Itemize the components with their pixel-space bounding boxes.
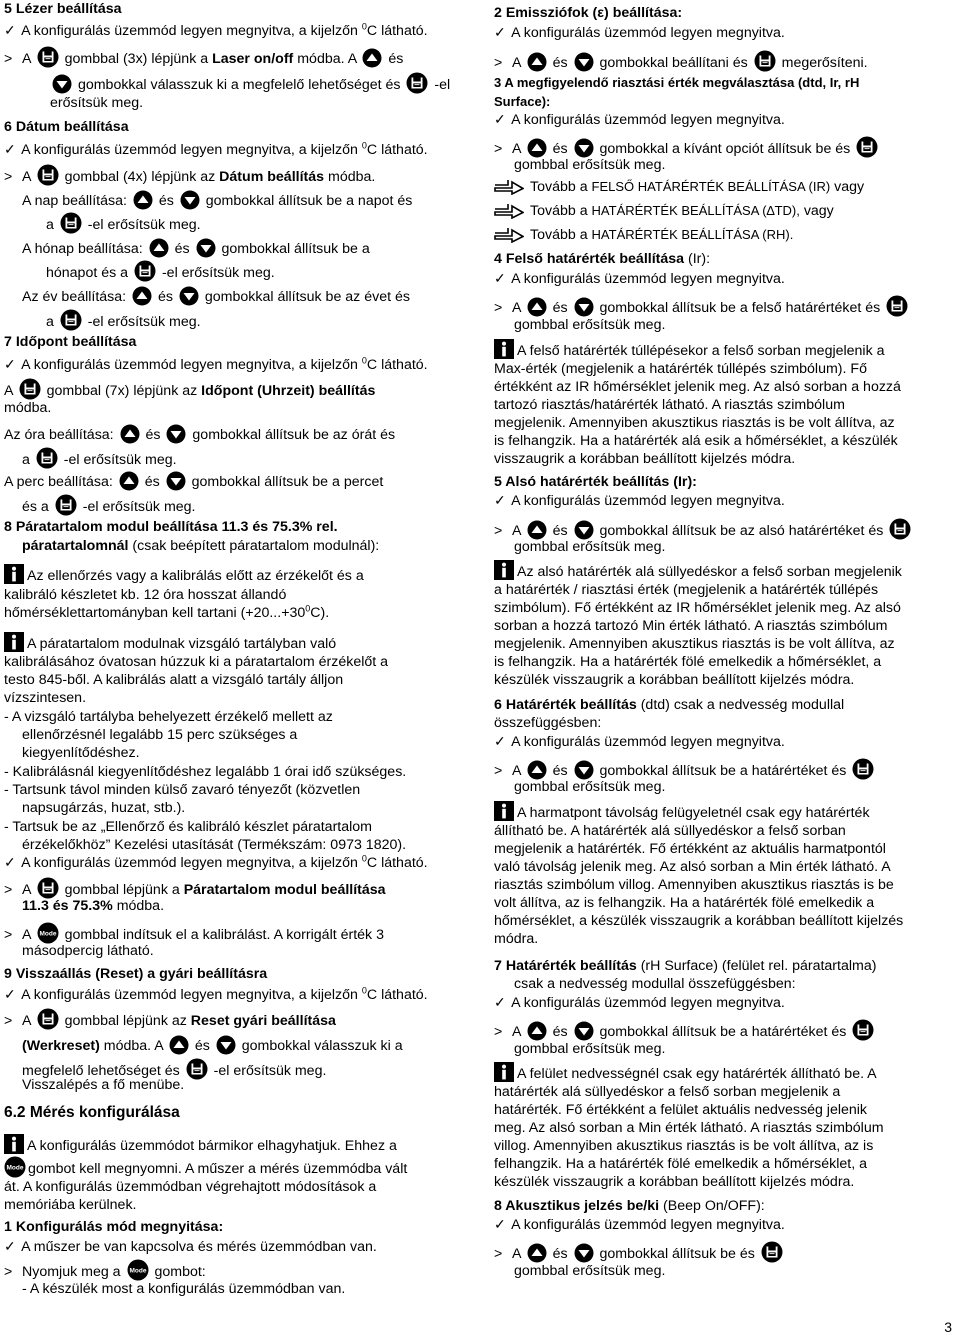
up-arrow-icon: [169, 1035, 189, 1055]
text-line: vízszintesen.: [4, 690, 87, 706]
text-line: Tovább a FELSŐ HATÁRÉRTÉK BEÁLLÍTÁSA (IR) vagy: [494, 178, 864, 196]
text-line: > A és gombokkal állítsuk be és: [494, 1241, 785, 1263]
text-line: ellenőrzésnél legalább 15 perc szükséges a: [22, 727, 298, 743]
up-arrow-icon: [527, 138, 547, 158]
text-line: készülék visszaugrik a korábban beállított kijelzés módra.: [494, 1174, 855, 1190]
text-line: való távolság jelenik meg. Az alsó sorban a Min érték látható. A: [494, 859, 891, 875]
down-arrow-icon: [196, 238, 216, 258]
page-number: 3: [944, 1319, 952, 1335]
text-line: memóriába kerülnek.: [4, 1197, 137, 1213]
down-arrow-icon: [166, 424, 186, 444]
info-icon: [494, 1062, 514, 1082]
text-line: - A készülék most a konfigurálás üzemmódban van.: [22, 1281, 346, 1297]
section-title: 6.2 Mérés konfigurálása: [4, 1104, 180, 1121]
text-line: határérték alá süllyedéskor a felső sorban megjelenik a: [494, 1084, 841, 1100]
text-line: ✓ A konfigurálás üzemmód legyen megnyitva.: [494, 493, 785, 509]
text-line: meg. Az alsó sorban a Min érték látható. A riasztás szimbólum: [494, 1120, 884, 1136]
save-button-icon: [37, 164, 59, 186]
text-line: határérték. Fő értékként a felület aktuális nedvesség jelenik: [494, 1102, 868, 1118]
text-line: ✓ A konfigurálás üzemmód legyen megnyitva, a kijelzőn $^0$C látható.: [4, 140, 428, 158]
section-title: 9 Visszaállás (Reset) a gyári beállításra: [4, 966, 268, 982]
save-button-icon: [55, 494, 77, 516]
text-line: Max-érték (megjelenik a határérték túllépés szimbólum). Fő: [494, 361, 867, 377]
section-title: 6 Határérték beállítás (dtd) csak a nedvesség modullal: [494, 697, 845, 713]
save-button-icon: [856, 136, 878, 158]
text-line: ✓ A konfigurálás üzemmód legyen megnyitva, a kijelzőn $^0$C látható.: [4, 21, 428, 39]
svg-text:Mode: Mode: [39, 930, 57, 938]
text-line: megjelenik. Amennyiben akusztikus riasztás is be volt állítva, az: [494, 415, 895, 431]
up-arrow-icon: [133, 190, 153, 210]
text-line: villog. Amennyiben akusztikus riasztás is be volt állítva, az is: [494, 1138, 874, 1154]
text-line: > A és gombokkal állítsuk be a határértéket és: [494, 1019, 876, 1041]
text-line: A perc beállítása: és gombokkal állítsuk be a percet: [4, 471, 383, 491]
save-button-icon: [889, 518, 911, 540]
section-title: 5 Lézer beállítása: [4, 1, 122, 17]
text-line: erősítsük meg.: [50, 95, 144, 111]
check-mark: ✓: [4, 23, 16, 39]
save-button-icon: [754, 50, 776, 72]
text-line: gombbal erősítsük meg.: [514, 779, 666, 795]
up-arrow-icon: [119, 471, 139, 491]
section-title: 7 Határérték beállítás (rH Surface) (felület rel. páratartalma): [494, 958, 877, 974]
text-line: értékként az IR hőmérséklet jelenik meg. Az alsó sorban a hozzá: [494, 379, 901, 395]
info-icon: [494, 801, 514, 821]
text-line: > A és gombokkal állítsuk be a felső határértéket és: [494, 295, 910, 317]
save-button-icon: [134, 260, 156, 282]
text-line: > A és gombokkal a kívánt opciót állítsuk be és: [494, 136, 880, 158]
save-button-icon: [186, 1058, 208, 1080]
text-line: gombbal erősítsük meg.: [514, 1263, 666, 1279]
up-arrow-icon: [527, 52, 547, 72]
text-line: a -el erősítsük meg.: [22, 447, 177, 469]
text-line: ✓ A műszer be van kapcsolva és mérés üzemmódban van.: [4, 1239, 377, 1255]
text-line: gombokkal válasszuk ki a megfelelő lehetőséget és -el: [50, 72, 450, 94]
section-title: 3 A megfigyelendő riasztási érték megválasztása (dtd, Ir, rH: [494, 75, 860, 90]
text-line: > A Mode gombbal indítsuk el a kalibrálást. A korrigált érték 3: [4, 922, 384, 944]
info-icon: [4, 564, 24, 584]
text-line: hőmérséklettartományban kell tartani $(+20...+30^0C)$.: [4, 603, 330, 621]
text-line: ✓ A konfigurálás üzemmód legyen megnyitva, a kijelzőn $^0$C látható.: [4, 853, 428, 871]
text-line: a -el erősítsük meg.: [46, 309, 201, 331]
down-arrow-icon: [166, 471, 186, 491]
svg-text:Mode: Mode: [6, 1164, 24, 1172]
text-line: kalibrálásához óvatosan húzzuk ki a páratartalom érzékelőt a: [4, 654, 389, 670]
text-line: Tovább a HATÁRÉRTÉK BEÁLLÍTÁSA (∆TD), vagy: [494, 202, 834, 220]
text-line: kalibráló készletet kb. 12 óra hosszat állandó: [4, 587, 287, 603]
text-line: módba.: [4, 400, 52, 416]
text-line: kiegyenlítődéshez.: [22, 745, 140, 761]
text-line: Visszalépés a fő menübe.: [22, 1077, 185, 1093]
text-line: megjelenik. Amennyiben akusztikus riasztás is be volt állítva, az: [494, 636, 895, 652]
save-button-icon: [852, 1019, 874, 1041]
save-button-icon: [406, 72, 428, 94]
text-line: testo 845-ből. A kalibrálás alatt a vizsgáló tartály álljon: [4, 672, 344, 688]
text-line: > A gombbal (3x) lépjünk a Laser on/off módba. A és: [4, 46, 403, 68]
info-note: A felület nedvességnél csak egy határérték állítható be. A: [494, 1062, 877, 1083]
text-line: ✓ A konfigurálás üzemmód legyen megnyitva.: [494, 271, 785, 287]
text-line: riasztás szimbólum villog. Amennyiben akusztikus riasztás is be: [494, 877, 894, 893]
down-arrow-icon: [574, 52, 594, 72]
list-item: - A vizsgáló tartályba behelyezett érzékelő mellett az: [4, 709, 333, 725]
text-line: volt állítva, az is felhangzik. Ha a határérték fölé emelkedik a: [494, 895, 875, 911]
text-line: ✓ A konfigurálás üzemmód legyen megnyitva.: [494, 112, 785, 128]
svg-text:Mode: Mode: [129, 1267, 147, 1275]
info-note: A konfigurálás üzemmódot bármikor elhagyhatjuk. Ehhez a: [4, 1134, 397, 1155]
text-line: szimbólum). Fő értékként az IR hőmérséklet jelenik meg. Az alsó: [494, 600, 901, 616]
text-line: > A gombbal lépjünk a Páratartalom modul beállítása: [4, 877, 386, 899]
save-button-icon: [37, 46, 59, 68]
text-line: a határérték / riasztási érték (megjelenik a határérték túllépés: [494, 582, 879, 598]
text-line: is felhangzik. Ha a határérték alá esik a hőmérséklet, a készülék: [494, 433, 898, 449]
arrow-right-icon: [494, 227, 524, 243]
text-line: hőmérséklet, a készülék visszaugrik a korábban beállított kijelzés: [494, 913, 904, 929]
text-line: (Werkreset) módba. A és gombokkal válasszuk ki a: [22, 1035, 403, 1055]
save-button-icon: [19, 378, 41, 400]
text-line: másodpercig látható.: [22, 943, 154, 959]
text-line: Tovább a HATÁRÉRTÉK BEÁLLÍTÁSA (RH).: [494, 226, 793, 244]
down-arrow-icon: [574, 138, 594, 158]
text-line: módra.: [494, 931, 539, 947]
text-line: összefüggésben:: [494, 715, 602, 731]
text-line: érzékelőkhöz” Kezelési utasítását (Termékszám: 0973 1820).: [22, 837, 407, 853]
text-line: és a -el erősítsük meg.: [22, 494, 196, 516]
text-line: Mode gombot kell megnyomni. A műszer a mérés üzemmódba vált: [4, 1156, 407, 1178]
section-title: 5 Alsó határérték beállítás (Ir):: [494, 474, 697, 490]
down-arrow-icon: [216, 1035, 236, 1055]
text-line: gombbal erősítsük meg.: [514, 157, 666, 173]
save-button-icon: [60, 212, 82, 234]
text-line: > A gombbal lépjünk az Reset gyári beállítása: [4, 1008, 336, 1030]
save-button-icon: [37, 877, 59, 899]
text-line: hónapot és a -el erősítsük meg.: [46, 260, 275, 282]
text-line: állítható be. A határérték alá süllyedéskor a felső sorban: [494, 823, 846, 839]
text-line: megfelelő lehetőséget és -el erősítsük meg.: [22, 1058, 326, 1080]
text-line: gombbal erősítsük meg.: [514, 317, 666, 333]
text-line: ✓ A konfigurálás üzemmód legyen megnyitva, a kijelzőn $^0$C látható.: [4, 985, 428, 1003]
mode-button-icon: [37, 922, 59, 944]
text-line: > A és gombokkal állítsuk be az alsó határértéket és: [494, 518, 913, 540]
info-note: A harmatpont távolság felügyeletnél csak egy határérték: [494, 801, 870, 822]
down-arrow-icon: [574, 1243, 594, 1263]
info-note: Az alsó határérték alá süllyedéskor a felső sorban megjelenik: [494, 560, 902, 581]
text-line: A nap beállítása: és gombokkal állítsuk be a napot és: [22, 190, 412, 210]
list-item: - Kalibrálásnál kiegyenlítődéshez legalább 1 órai idő szükséges.: [4, 764, 407, 780]
up-arrow-icon: [527, 297, 547, 317]
text-line: megjelenik a határérték. Fő értékként az aktuális harmatpontól: [494, 841, 886, 857]
up-arrow-icon: [527, 760, 547, 780]
down-arrow-icon: [179, 286, 199, 306]
text-line: páratartalomnál (csak beépített páratartalom modulnál):: [22, 538, 380, 554]
text-line: ✓ A konfigurálás üzemmód legyen megnyitva.: [494, 1217, 785, 1233]
text-line: > A és gombokkal állítsuk be a határértéket és: [494, 758, 876, 780]
text-line: felhangzik. Ha a határérték fölé emelkedik a hőmérséklet, a: [494, 1156, 868, 1172]
info-icon: [494, 560, 514, 580]
text-line: gombbal erősítsük meg.: [514, 1041, 666, 1057]
list-item: - Tartsuk be az „Ellenőrző és kalibráló készlet páratartalom: [4, 819, 372, 835]
text-line: ✓ A konfigurálás üzemmód legyen megnyitva.: [494, 734, 785, 750]
arrow-right-icon: [494, 179, 524, 195]
save-button-icon: [852, 758, 874, 780]
mode-button-icon: [4, 1156, 26, 1178]
text-line: > Nyomjuk meg a Mode gombot:: [4, 1259, 206, 1281]
text-line: készülék visszaugrik a korábban beállított kijelzés módra.: [494, 672, 855, 688]
text-line: gombbal erősítsük meg.: [514, 539, 666, 555]
down-arrow-icon: [574, 520, 594, 540]
up-arrow-icon: [362, 48, 382, 68]
down-arrow-icon: [574, 760, 594, 780]
text-line: is felhangzik. Ha a határérték fölé emelkedik a hőmérséklet, a: [494, 654, 882, 670]
up-arrow-icon: [527, 520, 547, 540]
down-arrow-icon: [574, 1021, 594, 1041]
down-arrow-icon: [52, 74, 72, 94]
text-line: 11.3 és 75.3% módba.: [22, 898, 165, 914]
section-title: 1 Konfigurálás mód megnyitása:: [4, 1219, 224, 1235]
text-line: Az óra beállítása: és gombokkal állítsuk be az órát és: [4, 424, 395, 444]
save-button-icon: [886, 295, 908, 317]
text-line: sorban a hozzá tartozó Min érték látható. A riasztás szimbólum: [494, 618, 888, 634]
down-arrow-icon: [574, 297, 594, 317]
save-button-icon: [60, 309, 82, 331]
info-note: A felső határérték túllépésekor a felső sorban megjelenik a: [494, 339, 885, 360]
section-title: 7 Időpont beállítása: [4, 334, 137, 350]
text-line: Az év beállítása: és gombokkal állítsuk be az évet és: [22, 286, 410, 306]
text-line: ✓ A konfigurálás üzemmód legyen megnyitva.: [494, 25, 785, 41]
save-button-icon: [36, 447, 58, 469]
up-arrow-icon: [527, 1021, 547, 1041]
text-line: > A gombbal (4x) lépjünk az Dátum beállítás módba.: [4, 164, 375, 186]
info-note: Az ellenőrzés vagy a kalibrálás előtt az érzékelőt és a: [4, 564, 364, 585]
info-icon: [4, 1134, 24, 1154]
text-line: csak a nedvesség modullal összefüggésben:: [514, 976, 796, 992]
list-item: - Tartsunk távol minden külső zavaró tényezőt (közvetlen: [4, 782, 361, 798]
text-line: a -el erősítsük meg.: [46, 212, 201, 234]
section-title: 6 Dátum beállítása: [4, 119, 129, 135]
down-arrow-icon: [180, 190, 200, 210]
text-line: napsugárzás, huzat, stb.).: [22, 800, 186, 816]
section-title: 4 Felső határérték beállítása (Ir):: [494, 251, 711, 267]
text-line: visszaugrik a korábban beállított kijelzés módra.: [494, 451, 796, 467]
arrow-right-icon: [494, 203, 524, 219]
save-button-icon: [37, 1008, 59, 1030]
text-line: A hónap beállítása: és gombokkal állítsuk be a: [22, 238, 370, 258]
section-title: 8 Akusztikus jelzés be/ki (Beep On/OFF):: [494, 1198, 765, 1214]
info-note: A páratartalom modulnak vizsgáló tartályban való: [4, 632, 336, 653]
up-arrow-icon: [120, 424, 140, 444]
text-line: át. A konfigurálás üzemmódban végrehajtott módosítások a: [4, 1179, 377, 1195]
text-line: A gombbal (7x) lépjünk az Időpont (Uhrzeit) beállítás: [4, 378, 375, 400]
info-icon: [4, 632, 24, 652]
up-arrow-icon: [149, 238, 169, 258]
section-title: 8 Páratartalom modul beállítása 11.3 és 75.3% rel.: [4, 519, 338, 535]
text-line: > A és gombokkal beállítani és megerősíteni.: [494, 50, 868, 72]
section-title: Surface):: [494, 94, 551, 109]
up-arrow-icon: [527, 1243, 547, 1263]
text-line: tartozó riasztás/határérték látható. A riasztás szimbólum: [494, 397, 845, 413]
save-button-icon: [761, 1241, 783, 1263]
text-line: ✓ A konfigurálás üzemmód legyen megnyitva.: [494, 995, 785, 1011]
mode-button-icon: [127, 1259, 149, 1281]
section-title: 2 Emissziófok (ε) beállítása:: [494, 5, 683, 21]
text-line: ✓ A konfigurálás üzemmód legyen megnyitva, a kijelzőn $^0$C látható.: [4, 355, 428, 373]
info-icon: [494, 339, 514, 359]
up-arrow-icon: [132, 286, 152, 306]
